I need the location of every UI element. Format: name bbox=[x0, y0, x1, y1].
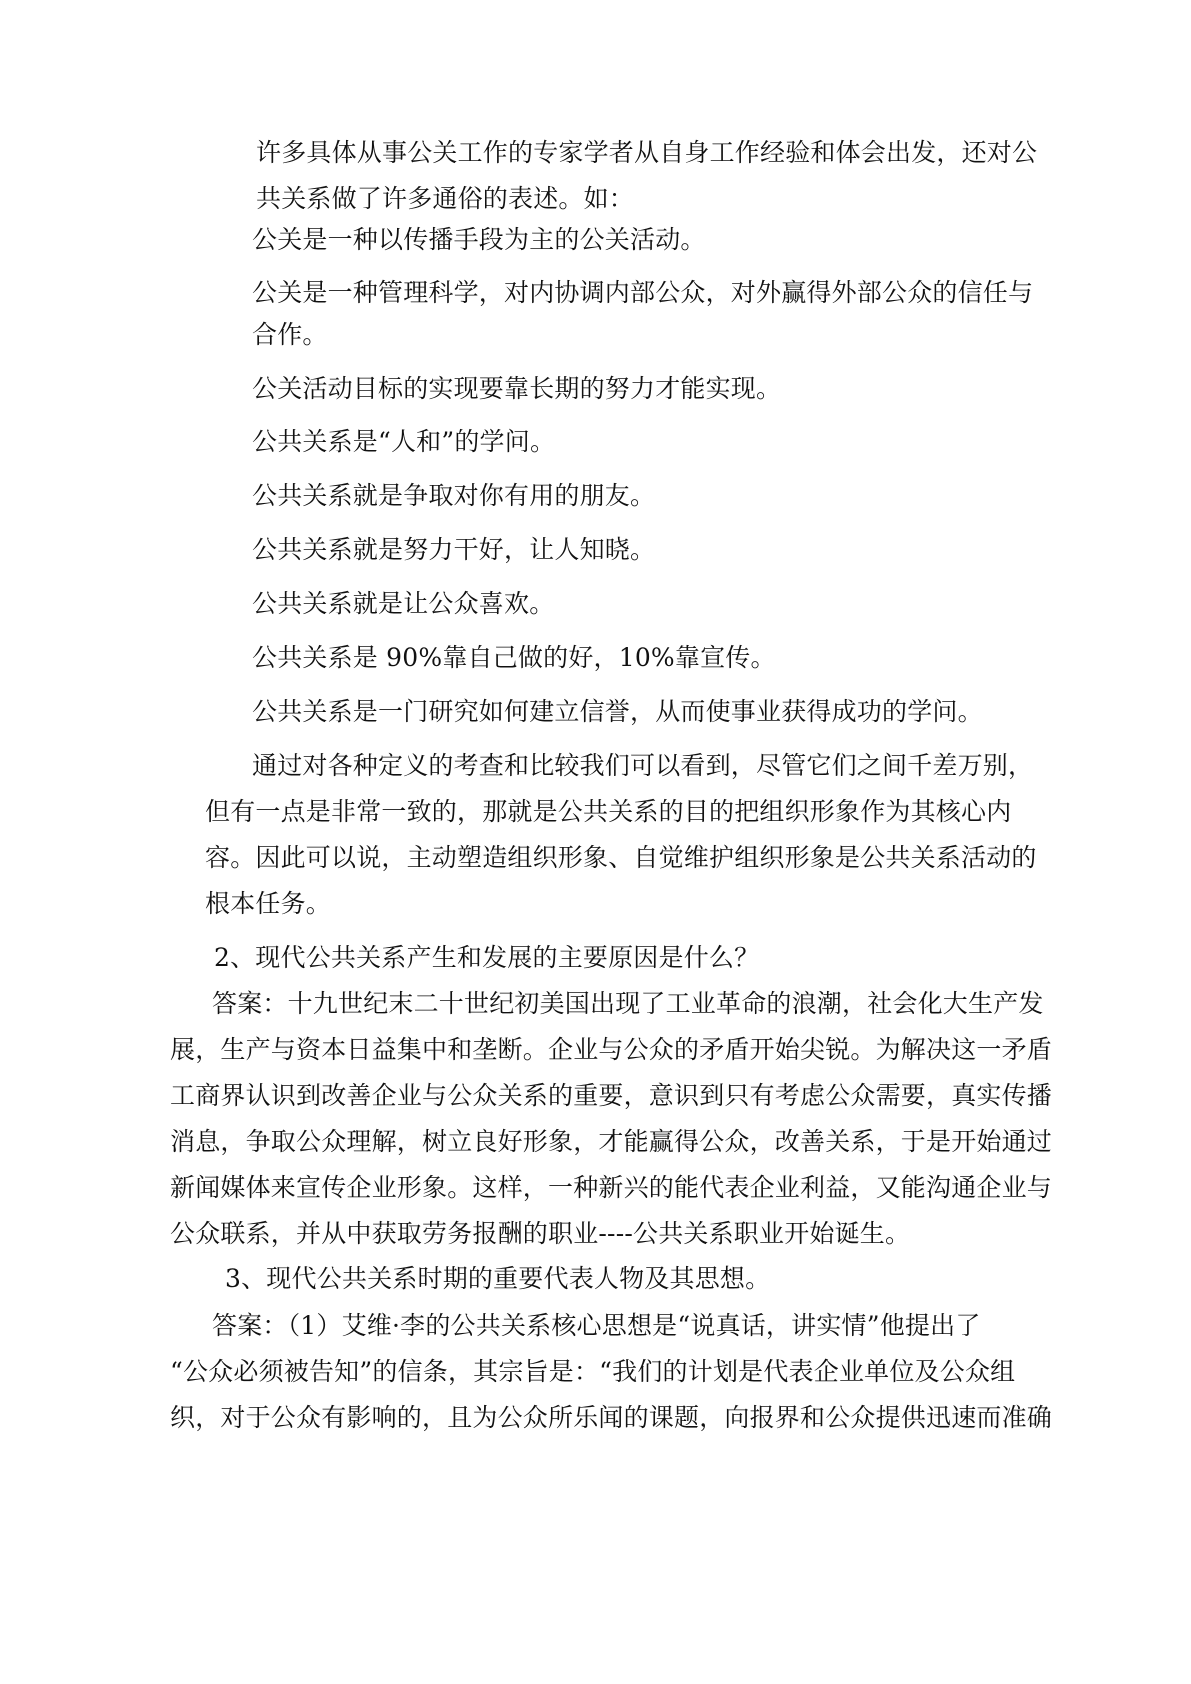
saying-line: 公共关系是一门研究如何建立信誉，从而使事业获得成功的学问。 bbox=[252, 697, 983, 726]
answer-2-line: 消息，争取公众理解，树立良好形象，才能赢得公众，改善关系，于是开始通过 bbox=[170, 1127, 1053, 1156]
answer-3-line: 答案：（1）艾维·李的公共关系核心思想是“说真话，讲实情”他提出了 bbox=[212, 1311, 981, 1340]
question-2: 2、现代公共关系产生和发展的主要原因是什么？ bbox=[214, 943, 760, 972]
question-3: 3、现代公共关系时期的重要代表人物及其思想。 bbox=[225, 1264, 771, 1293]
saying-line: 公关是一种以传播手段为主的公关活动。 bbox=[252, 225, 706, 254]
answer-2-line: 展，生产与资本日益集中和垄断。企业与公众的矛盾开始尖锐。为解决这一矛盾 bbox=[170, 1035, 1053, 1064]
answer-2-line: 答案：十九世纪末二十世纪初美国出现了工业革命的浪潮，社会化大生产发 bbox=[212, 989, 1044, 1018]
intro-line: 许多具体从事公关工作的专家学者从自身工作经验和体会出发，还对公 bbox=[256, 138, 1038, 167]
conclusion-line: 容。因此可以说，主动塑造组织形象、自觉维护组织形象是公共关系活动的 bbox=[205, 843, 1037, 872]
conclusion-line: 通过对各种定义的考查和比较我们可以看到，尽管它们之间千差万别， bbox=[252, 751, 1034, 780]
answer-3-line: 织，对于公众有影响的，且为公众所乐闻的课题，向报界和公众提供迅速而准确 bbox=[170, 1403, 1053, 1432]
intro-line: 共关系做了许多通俗的表述。如： bbox=[256, 184, 635, 213]
answer-3-line: “公众必须被告知”的信条，其宗旨是：“我们的计划是代表企业单位及公众组 bbox=[170, 1357, 1016, 1386]
saying-line: 公共关系是“人和”的学问。 bbox=[252, 427, 556, 456]
saying-line: 公关活动目标的实现要靠长期的努力才能实现。 bbox=[252, 374, 782, 403]
answer-2-line: 公众联系，并从中获取劳务报酬的职业----公共关系职业开始诞生。 bbox=[170, 1219, 911, 1248]
conclusion-line: 但有一点是非常一致的，那就是公共关系的目的把组织形象作为其核心内 bbox=[205, 797, 1012, 826]
saying-line: 合作。 bbox=[252, 320, 328, 349]
answer-2-line: 新闻媒体来宣传企业形象。这样，一种新兴的能代表企业利益，又能沟通企业与 bbox=[170, 1173, 1053, 1202]
saying-line: 公共关系就是让公众喜欢。 bbox=[252, 589, 555, 618]
answer-2-line: 工商界认识到改善企业与公众关系的重要，意识到只有考虑公众需要，真实传播 bbox=[170, 1081, 1053, 1110]
saying-line: 公共关系是 90%靠自己做的好，10%靠宣传。 bbox=[252, 643, 776, 672]
conclusion-line: 根本任务。 bbox=[205, 889, 332, 918]
saying-line: 公共关系就是努力干好，让人知晓。 bbox=[252, 535, 656, 564]
saying-line: 公共关系就是争取对你有用的朋友。 bbox=[252, 481, 656, 510]
saying-line: 公关是一种管理科学，对内协调内部公众，对外赢得外部公众的信任与 bbox=[252, 278, 1034, 307]
